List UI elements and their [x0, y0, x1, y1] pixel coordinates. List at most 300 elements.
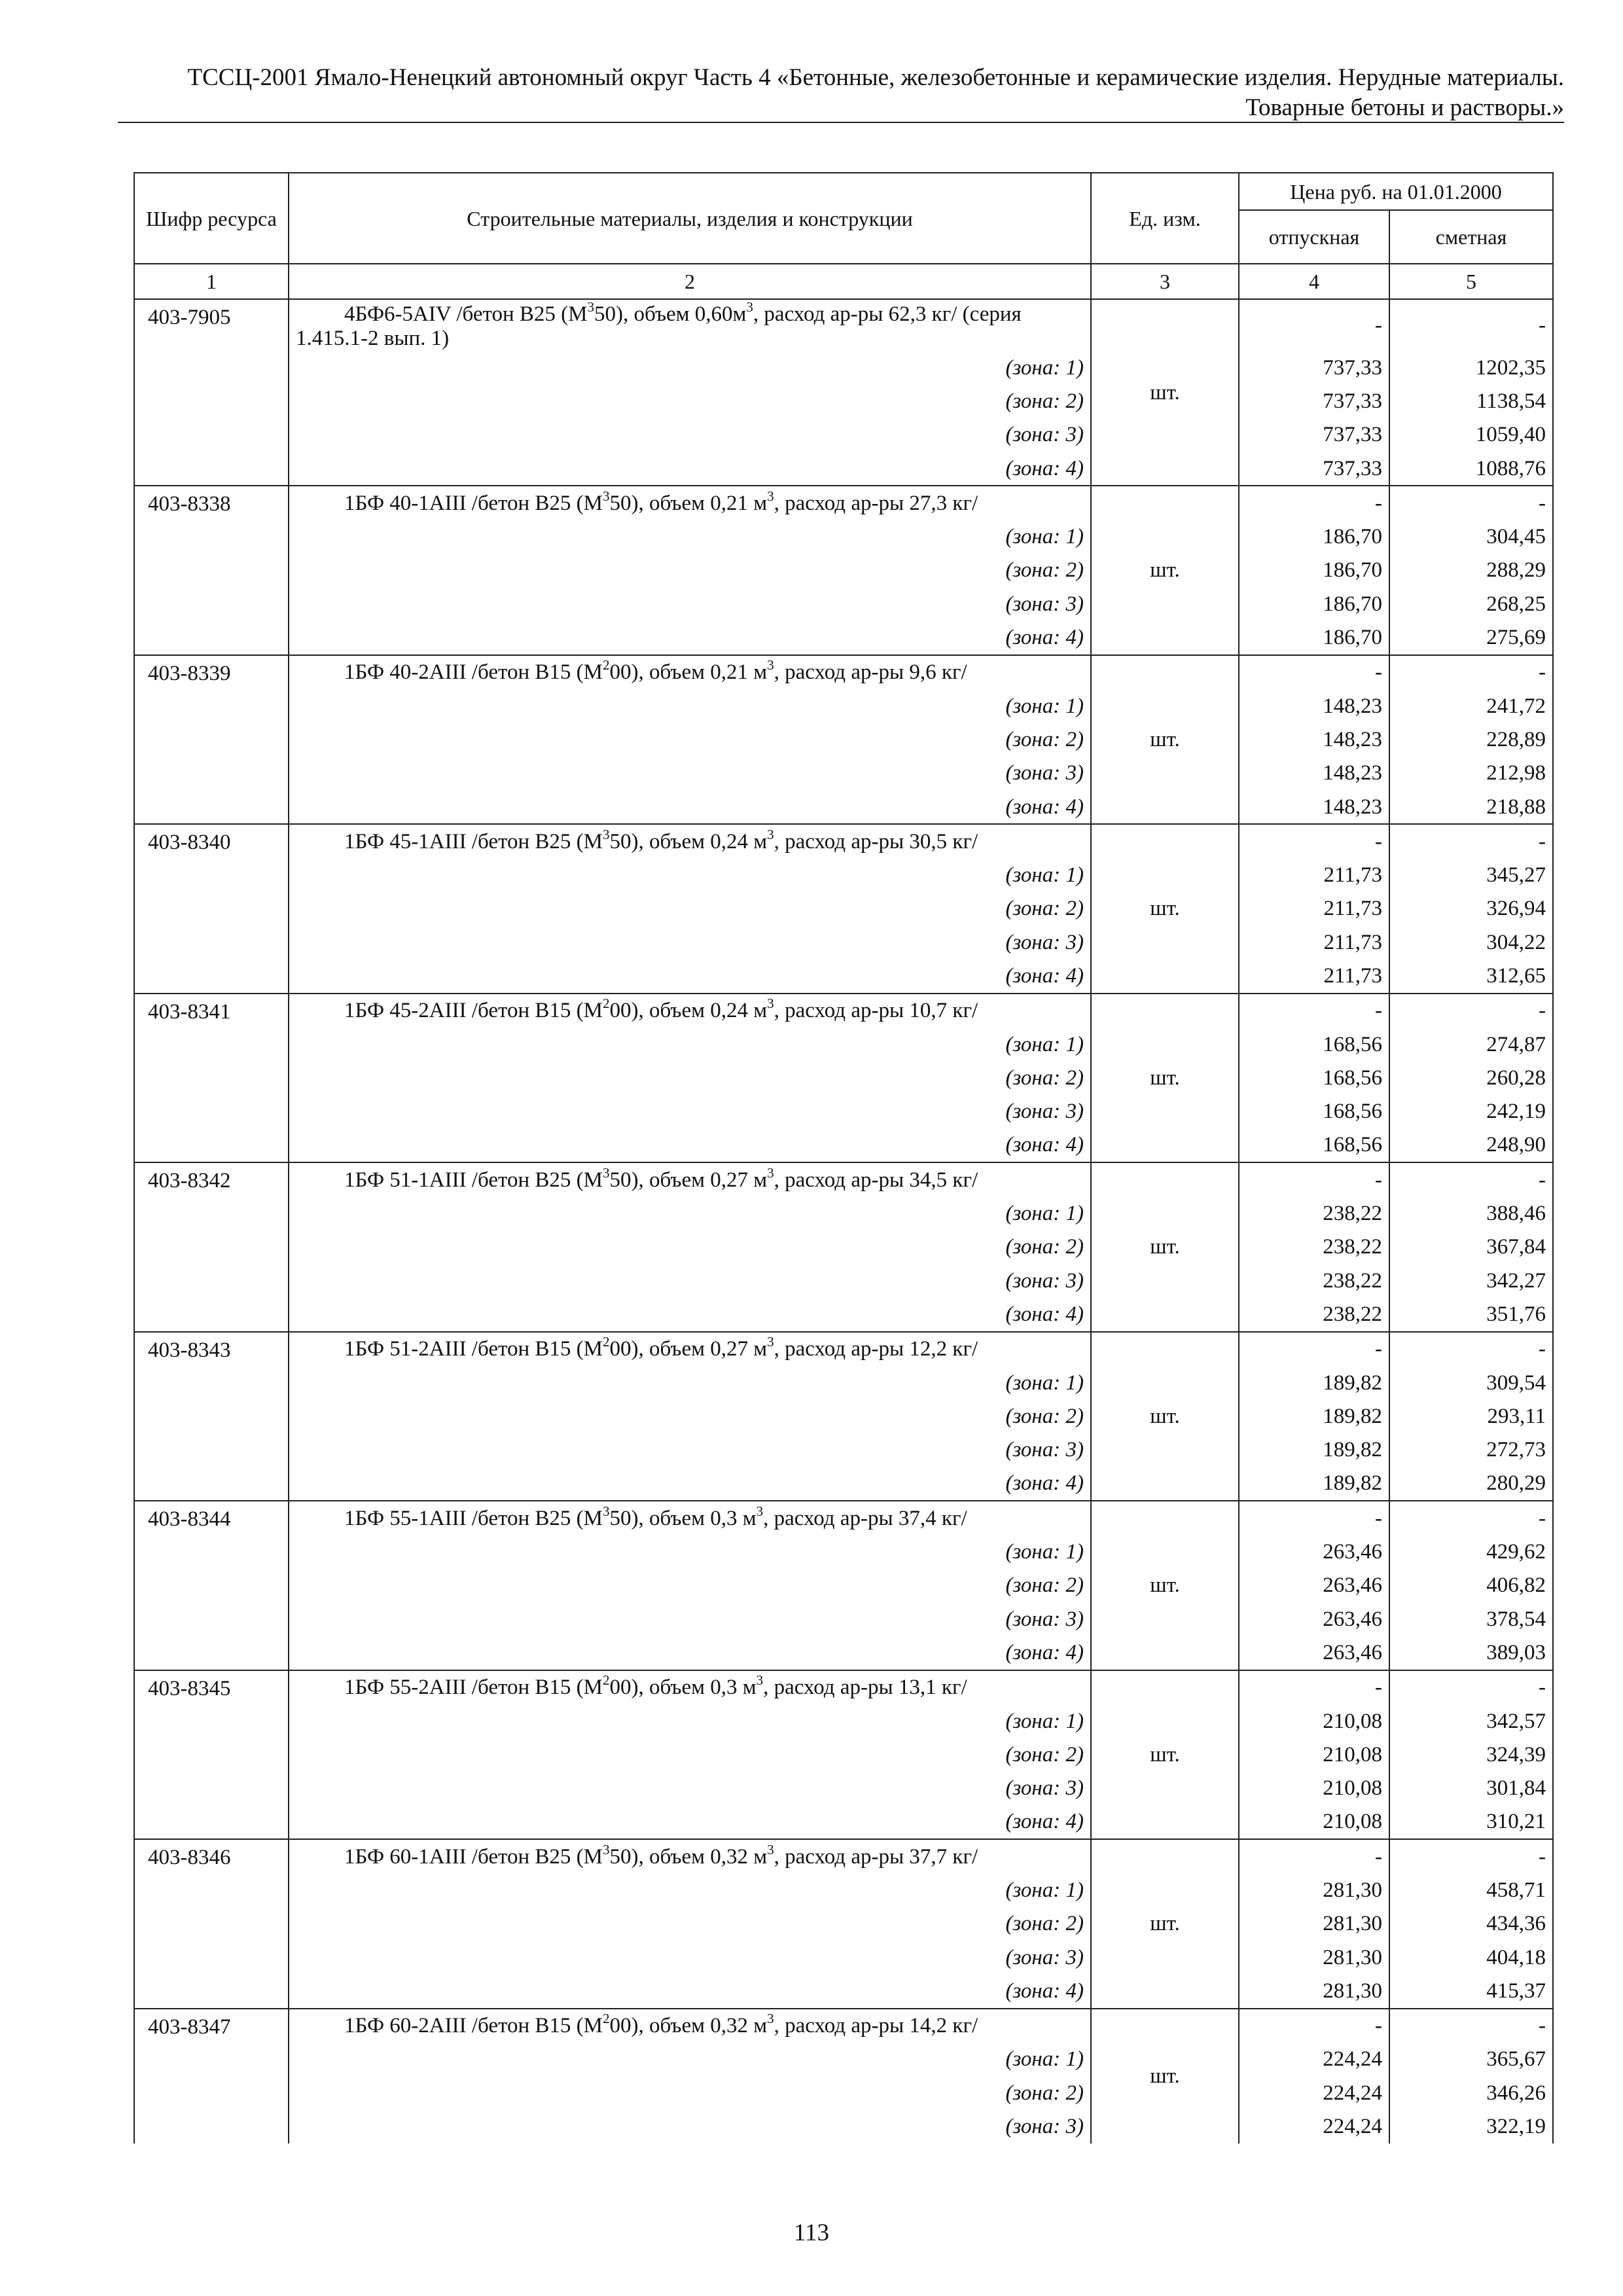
resource-code: 403-8346	[134, 1839, 289, 2008]
name-text: 1БФ 40-1АIII /бетон В25 (М	[344, 491, 603, 515]
name-text: 00), объем 0,32 м	[609, 2014, 768, 2038]
release-price: 737,33	[1239, 418, 1389, 452]
release-price: 281,30	[1239, 1941, 1389, 1974]
zone-row	[134, 2043, 1553, 2076]
estimate-price: 1202,35	[1389, 351, 1553, 384]
name-superscript: 3	[602, 488, 610, 504]
name-superscript: 3	[587, 299, 594, 315]
release-price: 148,23	[1239, 790, 1389, 824]
release-price: -	[1239, 1332, 1389, 1366]
name-text: 50), объем 0,24 м	[609, 829, 768, 853]
zone-row	[134, 1061, 1553, 1094]
name-text: 1БФ 45-1АIII /бетон В25 (М	[344, 829, 603, 853]
zone-label: (зона: 4)	[289, 1974, 1091, 2008]
release-price: -	[1239, 1670, 1389, 1704]
zone-label: (зона: 1)	[289, 1704, 1091, 1738]
release-price: 189,82	[1239, 1399, 1389, 1433]
zone-label: (зона: 1)	[289, 2043, 1091, 2076]
unit-cell: шт.	[1091, 1839, 1239, 2008]
release-price: 210,08	[1239, 1771, 1389, 1804]
name-superscript: 3	[756, 1672, 764, 1689]
release-price: 224,24	[1239, 2076, 1389, 2109]
release-price: -	[1239, 2009, 1389, 2043]
name-text: , расход ар-ры 10,7 кг/	[774, 999, 978, 1023]
table-row	[134, 486, 1553, 520]
estimate-price: 260,28	[1389, 1061, 1553, 1094]
estimate-price: 272,73	[1389, 1433, 1553, 1467]
zone-row	[134, 1636, 1553, 1670]
zone-label: (зона: 1)	[289, 351, 1091, 384]
name-text: 1БФ 55-2АIII /бетон В15 (М	[344, 1676, 603, 1700]
release-price: 281,30	[1239, 1974, 1389, 2008]
estimate-price: -	[1389, 1501, 1553, 1535]
release-price: 263,46	[1239, 1602, 1389, 1636]
name-superscript: 3	[767, 996, 774, 1012]
material-name	[289, 1332, 1091, 1366]
zone-row	[134, 1738, 1553, 1771]
release-price: 224,24	[1239, 2109, 1389, 2143]
release-price: 186,70	[1239, 520, 1389, 553]
zone-row	[134, 2109, 1553, 2143]
release-price: 238,22	[1239, 1230, 1389, 1264]
estimate-price: -	[1389, 994, 1553, 1028]
header-code: Шифр ресурса	[134, 173, 289, 264]
zone-row	[134, 723, 1553, 756]
unit-cell: шт.	[1091, 994, 1239, 1162]
name-text: , расход ар-ры 27,3 кг/	[774, 491, 978, 515]
release-price: -	[1239, 824, 1389, 858]
zone-row	[134, 1805, 1553, 1839]
material-name	[289, 1501, 1091, 1535]
zone-row	[134, 1128, 1553, 1162]
zone-label: (зона: 3)	[289, 757, 1091, 790]
estimate-price: 346,26	[1389, 2076, 1553, 2109]
zone-label: (зона: 2)	[289, 723, 1091, 756]
release-price: 210,08	[1239, 1805, 1389, 1839]
estimate-price: 404,18	[1389, 1941, 1553, 1974]
name-text: 1БФ 60-1АIII /бетон В25 (М	[344, 1844, 603, 1869]
zone-label: (зона: 2)	[289, 2076, 1091, 2109]
name-text: 00), объем 0,24 м	[609, 999, 768, 1023]
release-price: 210,08	[1239, 1704, 1389, 1738]
zone-row	[134, 790, 1553, 824]
resource-code: 403-8344	[134, 1501, 289, 1670]
header-release: отпускная	[1239, 210, 1389, 264]
zone-label: (зона: 1)	[289, 520, 1091, 553]
table-row	[134, 1839, 1553, 1873]
estimate-price: 324,39	[1389, 1738, 1553, 1771]
zone-label: (зона: 2)	[289, 1738, 1091, 1771]
release-price: 148,23	[1239, 689, 1389, 723]
unit-cell: шт.	[1091, 824, 1239, 993]
release-price: 148,23	[1239, 723, 1389, 756]
table-row	[134, 1332, 1553, 1366]
release-price: -	[1239, 994, 1389, 1028]
estimate-price: 293,11	[1389, 1399, 1553, 1433]
zone-row	[134, 1941, 1553, 1974]
name-text: , расход ар-ры 37,7 кг/	[774, 1844, 978, 1869]
name-text: 1БФ 51-1АIII /бетон В25 (М	[344, 1168, 603, 1192]
zone-label: (зона: 3)	[289, 1433, 1091, 1467]
resource-code: 403-8340	[134, 824, 289, 993]
name-text: , расход ар-ры 13,1 кг/	[763, 1676, 967, 1700]
resource-code: 403-8347	[134, 2009, 289, 2144]
estimate-price: -	[1389, 1839, 1553, 1873]
estimate-price: -	[1389, 1162, 1553, 1196]
table-row	[134, 655, 1553, 689]
zone-row	[134, 554, 1553, 587]
release-price: 186,70	[1239, 554, 1389, 587]
zone-row	[134, 418, 1553, 452]
name-text: 00), объем 0,27 м	[609, 1337, 768, 1361]
release-price: 211,73	[1239, 858, 1389, 891]
name-superscript: 2	[602, 1334, 610, 1350]
estimate-price: 378,54	[1389, 1602, 1553, 1636]
name-text: , расход ар-ры 12,2 кг/	[774, 1337, 978, 1361]
name-superscript: 2	[602, 2011, 610, 2027]
release-price: 211,73	[1239, 959, 1389, 993]
material-name	[289, 299, 1091, 351]
name-superscript: 3	[756, 1503, 764, 1519]
name-text: , расход ар-ры 14,2 кг/	[774, 2014, 978, 2038]
zone-label: (зона: 3)	[289, 925, 1091, 959]
release-price: 189,82	[1239, 1433, 1389, 1467]
header-line-2: Товарные бетоны и растворы.»	[1245, 94, 1564, 121]
estimate-price: 1059,40	[1389, 418, 1553, 452]
table-row	[134, 1670, 1553, 1704]
column-number: 3	[1091, 264, 1239, 299]
zone-label: (зона: 2)	[289, 1230, 1091, 1264]
zone-label: (зона: 3)	[289, 1264, 1091, 1297]
zone-row	[134, 520, 1553, 553]
zone-label: (зона: 4)	[289, 620, 1091, 655]
estimate-price: 1138,54	[1389, 384, 1553, 418]
estimate-price: 268,25	[1389, 587, 1553, 620]
estimate-price: 280,29	[1389, 1467, 1553, 1501]
estimate-price: 322,19	[1389, 2109, 1553, 2143]
zone-row	[134, 1366, 1553, 1399]
name-superscript: 3	[767, 1841, 774, 1857]
zone-label: (зона: 2)	[289, 892, 1091, 925]
release-price: 737,33	[1239, 452, 1389, 486]
zone-row	[134, 1704, 1553, 1738]
zone-label: (зона: 2)	[289, 554, 1091, 587]
material-name	[289, 1162, 1091, 1196]
zone-row	[134, 757, 1553, 790]
unit-cell: шт.	[1091, 1670, 1239, 1839]
name-text: 00), объем 0,21 м	[609, 660, 768, 685]
estimate-price: -	[1389, 486, 1553, 520]
estimate-price: 212,98	[1389, 757, 1553, 790]
material-name	[289, 1839, 1091, 1873]
zone-row	[134, 1399, 1553, 1433]
page-number: 113	[793, 2219, 830, 2246]
release-price: 189,82	[1239, 1467, 1389, 1501]
name-superscript: 3	[602, 826, 610, 842]
name-text: 50), объем 0,60м	[594, 302, 747, 326]
table-row	[134, 1162, 1553, 1196]
zone-row	[134, 587, 1553, 620]
estimate-price: 304,45	[1389, 520, 1553, 553]
release-price: -	[1239, 655, 1389, 689]
resource-code: 403-8342	[134, 1162, 289, 1331]
zone-row	[134, 925, 1553, 959]
name-text: , расход ар-ры 62,3 кг/ (серия 1.415.1-2 вып. 1)	[296, 302, 1022, 350]
name-superscript: 3	[767, 1334, 774, 1350]
release-price: -	[1239, 299, 1389, 351]
name-superscript: 2	[602, 996, 610, 1012]
material-name	[289, 655, 1091, 689]
estimate-price: 301,84	[1389, 1771, 1553, 1804]
zone-row	[134, 1297, 1553, 1331]
name-superscript: 3	[767, 2011, 774, 2027]
estimate-price: 312,65	[1389, 959, 1553, 993]
zone-label: (зона: 4)	[289, 1297, 1091, 1331]
table-row	[134, 299, 1553, 351]
zone-label: (зона: 1)	[289, 1366, 1091, 1399]
estimate-price: 248,90	[1389, 1128, 1553, 1162]
name-superscript: 3	[767, 488, 774, 504]
zone-label: (зона: 4)	[289, 1805, 1091, 1839]
table-body	[134, 299, 1553, 2144]
zone-label: (зона: 3)	[289, 587, 1091, 620]
zone-label: (зона: 2)	[289, 384, 1091, 418]
zone-label: (зона: 3)	[289, 1602, 1091, 1636]
zone-label: (зона: 2)	[289, 1569, 1091, 1602]
release-price: 168,56	[1239, 1128, 1389, 1162]
unit-cell: шт.	[1091, 486, 1239, 655]
release-price: 211,73	[1239, 925, 1389, 959]
zone-label: (зона: 1)	[289, 689, 1091, 723]
name-text: , расход ар-ры 30,5 кг/	[774, 829, 978, 853]
name-superscript: 3	[602, 1841, 610, 1857]
estimate-price: 218,88	[1389, 790, 1553, 824]
zone-row	[134, 959, 1553, 993]
unit-cell: шт.	[1091, 299, 1239, 486]
zone-row	[134, 384, 1553, 418]
zone-label: (зона: 4)	[289, 790, 1091, 824]
estimate-price: 342,27	[1389, 1264, 1553, 1297]
release-price: -	[1239, 486, 1389, 520]
zone-row	[134, 892, 1553, 925]
name-text: 1БФ 51-2АIII /бетон В15 (М	[344, 1337, 603, 1361]
header-unit: Ед. изм.	[1091, 173, 1239, 264]
release-price: 168,56	[1239, 1028, 1389, 1061]
name-superscript: 3	[767, 657, 774, 673]
column-number: 4	[1239, 264, 1389, 299]
zone-label: (зона: 4)	[289, 959, 1091, 993]
name-text: 50), объем 0,21 м	[609, 491, 768, 515]
name-text: , расход ар-ры 37,4 кг/	[763, 1506, 967, 1530]
estimate-price: 388,46	[1389, 1196, 1553, 1230]
zone-label: (зона: 3)	[289, 1941, 1091, 1974]
estimate-price: 288,29	[1389, 554, 1553, 587]
release-price: 238,22	[1239, 1196, 1389, 1230]
name-superscript: 3	[767, 826, 774, 842]
zone-row	[134, 1974, 1553, 2008]
material-name	[289, 486, 1091, 520]
material-name	[289, 1670, 1091, 1704]
release-price: 737,33	[1239, 384, 1389, 418]
name-text: 50), объем 0,3 м	[609, 1506, 757, 1530]
zone-row	[134, 1569, 1553, 1602]
zone-label: (зона: 3)	[289, 2109, 1091, 2143]
zone-row	[134, 1602, 1553, 1636]
estimate-price: 326,94	[1389, 892, 1553, 925]
resource-code: 403-8338	[134, 486, 289, 655]
name-text: 1БФ 55-1АIII /бетон В25 (М	[344, 1506, 603, 1530]
table-row	[134, 2009, 1553, 2043]
release-price: -	[1239, 1162, 1389, 1196]
release-price: 263,46	[1239, 1569, 1389, 1602]
estimate-price: -	[1389, 1332, 1553, 1366]
estimate-price: 241,72	[1389, 689, 1553, 723]
release-price: 186,70	[1239, 620, 1389, 655]
estimate-price: 406,82	[1389, 1569, 1553, 1602]
zone-row	[134, 689, 1553, 723]
zone-row	[134, 1467, 1553, 1501]
estimate-price: -	[1389, 2009, 1553, 2043]
zone-label: (зона: 1)	[289, 1873, 1091, 1907]
zone-label: (зона: 2)	[289, 1399, 1091, 1433]
estimate-price: 228,89	[1389, 723, 1553, 756]
zone-label: (зона: 1)	[289, 1028, 1091, 1061]
estimate-price: -	[1389, 299, 1553, 351]
table-row	[134, 1501, 1553, 1535]
release-price: 211,73	[1239, 892, 1389, 925]
release-price: -	[1239, 1501, 1389, 1535]
release-price: 186,70	[1239, 587, 1389, 620]
estimate-price: -	[1389, 655, 1553, 689]
zone-row	[134, 1535, 1553, 1568]
estimate-price: 434,36	[1389, 1907, 1553, 1941]
zone-label: (зона: 1)	[289, 1196, 1091, 1230]
header-name: Строительные материалы, изделия и конструкции	[289, 173, 1091, 264]
zone-label: (зона: 4)	[289, 1636, 1091, 1670]
release-price: 210,08	[1239, 1738, 1389, 1771]
estimate-price: 342,57	[1389, 1704, 1553, 1738]
name-text: 4БФ6-5AIV /бетон В25 (М	[344, 302, 588, 326]
material-name	[289, 994, 1091, 1028]
zone-label: (зона: 4)	[289, 452, 1091, 486]
unit-cell: шт.	[1091, 2009, 1239, 2144]
zone-row	[134, 1095, 1553, 1128]
estimate-price: 310,21	[1389, 1805, 1553, 1839]
table-row	[134, 824, 1553, 858]
release-price: 224,24	[1239, 2043, 1389, 2076]
estimate-price: 345,27	[1389, 858, 1553, 891]
zone-row	[134, 1196, 1553, 1230]
estimate-price: 429,62	[1389, 1535, 1553, 1568]
release-price: 281,30	[1239, 1907, 1389, 1941]
resource-code: 403-8345	[134, 1670, 289, 1839]
name-text: 1БФ 60-2АIII /бетон В15 (М	[344, 2014, 603, 2038]
resource-code: 403-8339	[134, 655, 289, 824]
zone-row	[134, 1028, 1553, 1061]
estimate-price: 309,54	[1389, 1366, 1553, 1399]
column-number: 1	[134, 264, 289, 299]
release-price: 189,82	[1239, 1366, 1389, 1399]
resource-code: 403-7905	[134, 299, 289, 486]
release-price: 737,33	[1239, 351, 1389, 384]
zone-label: (зона: 2)	[289, 1907, 1091, 1941]
release-price: 238,22	[1239, 1297, 1389, 1331]
name-text: 1БФ 40-2АIII /бетон В15 (М	[344, 660, 603, 685]
zone-label: (зона: 1)	[289, 858, 1091, 891]
zone-label: (зона: 1)	[289, 1535, 1091, 1568]
release-price: 238,22	[1239, 1264, 1389, 1297]
header-rule	[118, 122, 1564, 123]
estimate-price: 458,71	[1389, 1873, 1553, 1907]
release-price: 168,56	[1239, 1061, 1389, 1094]
zone-row	[134, 620, 1553, 655]
name-text: 50), объем 0,27 м	[609, 1168, 768, 1192]
zone-label: (зона: 3)	[289, 1771, 1091, 1804]
unit-cell: шт.	[1091, 1501, 1239, 1670]
header-line-1: ТССЦ-2001 Ямало-Ненецкий автономный округ Часть 4 «Бетонные, железобетонные и керамические изделия. Нерудные материалы.	[187, 64, 1564, 91]
material-name	[289, 2009, 1091, 2043]
estimate-price: 274,87	[1389, 1028, 1553, 1061]
zone-row	[134, 2076, 1553, 2109]
zone-row	[134, 1433, 1553, 1467]
release-price: 281,30	[1239, 1873, 1389, 1907]
estimate-price: -	[1389, 824, 1553, 858]
name-text: , расход ар-ры 34,5 кг/	[774, 1168, 978, 1192]
estimate-price: -	[1389, 1670, 1553, 1704]
name-superscript: 3	[746, 299, 753, 315]
unit-cell: шт.	[1091, 1162, 1239, 1331]
zone-label: (зона: 3)	[289, 418, 1091, 452]
name-text: 50), объем 0,32 м	[609, 1844, 768, 1869]
zone-row	[134, 1230, 1553, 1264]
name-superscript: 3	[602, 1164, 610, 1181]
unit-cell: шт.	[1091, 655, 1239, 824]
column-number: 2	[289, 264, 1091, 299]
header-price-group: Цена руб. на 01.01.2000	[1239, 173, 1553, 210]
estimate-price: 1088,76	[1389, 452, 1553, 486]
column-number: 5	[1389, 264, 1553, 299]
estimate-price: 415,37	[1389, 1974, 1553, 2008]
zone-label: (зона: 4)	[289, 1128, 1091, 1162]
name-superscript: 3	[602, 1503, 610, 1519]
release-price: -	[1239, 1839, 1389, 1873]
zone-row	[134, 351, 1553, 384]
estimate-price: 304,22	[1389, 925, 1553, 959]
release-price: 168,56	[1239, 1095, 1389, 1128]
name-text: 00), объем 0,3 м	[609, 1676, 757, 1700]
name-superscript: 3	[767, 1164, 774, 1181]
estimate-price: 365,67	[1389, 2043, 1553, 2076]
zone-row	[134, 1873, 1553, 1907]
resource-code: 403-8341	[134, 994, 289, 1162]
zone-row	[134, 1771, 1553, 1804]
document-header	[118, 63, 1564, 123]
material-name	[289, 824, 1091, 858]
estimate-price: 367,84	[1389, 1230, 1553, 1264]
release-price: 263,46	[1239, 1636, 1389, 1670]
zone-label: (зона: 3)	[289, 1095, 1091, 1128]
price-table	[134, 172, 1554, 2144]
name-superscript: 2	[602, 1672, 610, 1689]
estimate-price: 351,76	[1389, 1297, 1553, 1331]
resource-code: 403-8343	[134, 1332, 289, 1501]
name-text: , расход ар-ры 9,6 кг/	[774, 660, 967, 685]
name-superscript: 2	[602, 657, 610, 673]
name-text: 1БФ 45-2АIII /бетон В15 (М	[344, 999, 603, 1023]
estimate-price: 275,69	[1389, 620, 1553, 655]
zone-row	[134, 858, 1553, 891]
release-price: 148,23	[1239, 757, 1389, 790]
